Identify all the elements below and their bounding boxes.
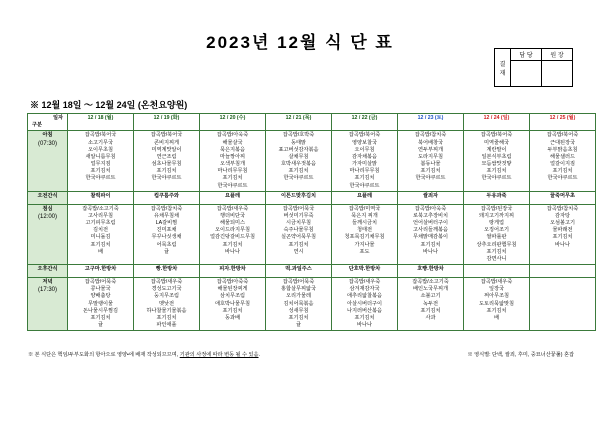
meal-row [28, 278, 596, 331]
menu-item: 잡곡밥/어묵죽 [84, 279, 117, 286]
menu-cell [134, 204, 200, 264]
menu-item: 잡곡밥/소고기죽 [412, 279, 449, 286]
snack-cell: 찰떡파이 [68, 191, 134, 204]
menu-item: 포기김치 [486, 168, 507, 175]
menu-item: 한국야쿠르트 [283, 175, 314, 182]
menu-item: 호박새우젓볶음 [280, 161, 317, 168]
menu-item: 콘비지찌게 [153, 139, 180, 146]
menu-item: 잡곡밥/아죽죽 [216, 279, 249, 286]
snack-cell: 요플레 [200, 191, 266, 204]
menu-item: 무꾸나싯생채 [151, 234, 182, 241]
menu-item: 콩나물국 [90, 286, 111, 293]
menu-item: 애호박나물무침 [214, 300, 251, 307]
menu-item: 김치어묵볶음 [283, 300, 314, 307]
menu-item: 봄동나물 [420, 161, 441, 168]
menu-item: 청포묵김기채무침 [344, 234, 385, 241]
menu-item: 감자채볶음 [351, 153, 378, 160]
menu-item: 포기김치 [288, 168, 309, 175]
stamp-header-director: 원 장 [542, 49, 573, 61]
menu-cell [398, 278, 464, 331]
menu-item: 도라지무침 [417, 153, 444, 160]
menu-item: 한국야쿠르트 [349, 182, 380, 189]
footer-note-underline: 기관의 사정에 따라 변동 될 수 있음 [179, 352, 259, 358]
menu-item: 잡곡밥/북어국 [84, 132, 117, 139]
menu-cell [266, 131, 332, 191]
menu-item: 애추리앏찰볶음 [346, 293, 383, 300]
menu-item: 삼치무조림 [219, 293, 246, 300]
row-label-아침: 아침 (07:30) [28, 131, 68, 191]
menu-item: 오이드라지무침 [214, 227, 251, 234]
menu-item: 새알니릅무침 [85, 153, 116, 160]
menu-cell [266, 204, 332, 264]
menu-item: 포기김치 [420, 307, 441, 314]
menu-item: 잡곡밥/북어국 [150, 132, 183, 139]
menu-item: 도토리묵앏맞침 [478, 300, 515, 307]
snack-cell: 떡.과일주스 [266, 265, 332, 278]
menu-item: 포기김치 [552, 168, 573, 175]
menu-item: 한국야쿠르트 [151, 175, 182, 182]
menu-item: 묵은지볶음 [219, 146, 246, 153]
snack-cell: 컵쿠룸주와 [134, 191, 200, 204]
menu-cell [530, 204, 596, 264]
menu-item: 양배춤탕 [90, 293, 111, 300]
menu-item: 잡곡밥/아욱죽 [216, 132, 249, 139]
date-header-4: 12 / 21 (목) [266, 114, 332, 131]
menu-item: 잡곡밥/어묵국 [282, 205, 315, 212]
menu-item: 오징어조기 [483, 227, 510, 234]
menu-cell [200, 278, 266, 331]
menu-item: 가지나물 [354, 241, 375, 248]
snack-cell: 꿀죽머무초 [530, 191, 596, 204]
menu-item: 동태맑 [290, 139, 307, 146]
menu-item: 아살시버더구이 [346, 300, 383, 307]
menu-item: 잡곡밥/새우죽 [348, 279, 381, 286]
period-label: ※ 12월 18일 ～ 12월 24일 (온천요양원) [30, 100, 188, 110]
menu-item: 오이무침 [354, 146, 375, 153]
snack-cell: 요플레 [332, 191, 398, 204]
menu-cell [332, 131, 398, 191]
menu-item: 마나리무무침 [349, 168, 380, 175]
menu-item: 포기김치 [90, 168, 111, 175]
snack-cell [464, 265, 530, 278]
menu-item: 한국야쿠르트 [217, 182, 248, 189]
menu-item: 잡곡밥/소고기죽 [82, 205, 119, 212]
footer-note-left: ※ 본 식단은 핵임/두부도화의 항아으로 영양•에 배재 작성되므므며, [28, 352, 180, 358]
menu-item: 잎장국 [488, 286, 505, 293]
menu-item: 포기김치 [156, 314, 177, 321]
menu-item: 쌀파롤판 [486, 234, 507, 241]
menu-item: 한국야쿠르트 [415, 175, 446, 182]
menu-item: 미역계맛알이 [151, 146, 182, 153]
menu-item: 잡곡밥/아욱죽 [414, 205, 447, 212]
menu-cell [200, 131, 266, 191]
menu-item: 배 [493, 314, 499, 321]
snack-cell: 쌀죄자 [398, 191, 464, 204]
menu-item: 잡곡밥/새우죽 [216, 205, 249, 212]
menu-item: 얼갈이지짐 [549, 161, 576, 168]
menu-item: 언어살버터구이 [412, 220, 449, 227]
menu-item: 연두부찌개 [417, 146, 444, 153]
menu-item: 숙주나물무침 [283, 227, 314, 234]
menu-item: 근대된장국 [549, 139, 576, 146]
snack-cell: 호빵.한방차 [398, 265, 464, 278]
footer-note-rest: . [258, 352, 260, 358]
menu-item: LA갈비찜 [155, 220, 178, 227]
menu-cell [266, 278, 332, 331]
menu-item: 들깨시금치 [351, 220, 378, 227]
menu-item: 포기김치 [354, 175, 375, 182]
menu-header-row [28, 114, 596, 131]
menu-item: 무채맑매감볶이 [412, 234, 449, 241]
snack-cell: 두유과죽 [464, 191, 530, 204]
menu-item: 연근조림 [156, 153, 177, 160]
menu-cell [464, 278, 530, 331]
menu-item: 귤 [295, 322, 301, 329]
menu-item: 고기피무초림 [85, 220, 116, 227]
menu-item: 잡곡밥/어묵죽 [282, 279, 315, 286]
menu-item: 모듬쌈맛것맣 [481, 161, 512, 168]
menu-item: 미니돌김 [90, 234, 111, 241]
menu-item: 잡곡밥/미역국 [348, 205, 381, 212]
date-header-1: 12 / 18 (월) [68, 114, 134, 131]
menu-item: 포기김치 [90, 314, 111, 321]
menu-item: 감자탕 [554, 212, 571, 219]
date-header-3: 12 / 20 (수) [200, 114, 266, 131]
menu-item: 로북고추장비치 [412, 212, 449, 219]
date-header-8: 12 / 25 (월) [530, 114, 596, 131]
menu-item: 얼무지짐 [90, 161, 111, 168]
menu-item: 포기김치 [420, 168, 441, 175]
menu-item: 잡곡밥/호박죽 [282, 132, 315, 139]
menu-item: 바나나 [356, 322, 373, 329]
menu-item: 오이무초침 [87, 146, 114, 153]
menu-item: 무말랭이물 [87, 300, 114, 307]
menu-cell [68, 204, 134, 264]
menu-item: 귤 [163, 248, 169, 255]
row-label-오전간식: 오전간식 [28, 191, 68, 204]
menu-item: 파인애플 [156, 322, 177, 329]
menu-item: 잡곡밥/참치죽 [414, 132, 447, 139]
menu-cell [68, 278, 134, 331]
menu-item: 배 [97, 248, 103, 255]
menu-cell [200, 204, 266, 264]
menu-item: 멧낮전 [158, 300, 175, 307]
menu-item: 물파래전 [552, 227, 573, 234]
menu-item: 해물된장찌게 [217, 286, 248, 293]
menu-item: 유채무침채 [153, 212, 180, 219]
menu-item: 해물샐러드 [549, 153, 576, 160]
menu-item: 어묵초림 [156, 241, 177, 248]
menu-item: 섬초나물무침 [151, 161, 182, 168]
menu-item: 마나리무무침 [217, 168, 248, 175]
menu-item: 가자미살맑 [351, 161, 378, 168]
menu-item: 포기김치 [486, 307, 507, 314]
menu-item: 살채무침 [288, 153, 309, 160]
menu-item: 오섬볼고기 [549, 220, 576, 227]
menu-item: 포기김치 [156, 168, 177, 175]
page-title: 2023년 12월 식 단 표 [206, 33, 394, 52]
menu-item: 포기김치 [288, 241, 309, 248]
menu-cell [464, 204, 530, 264]
snack-cell: 고구마.한방차 [68, 265, 134, 278]
menu-item: 한국야쿠르트 [547, 175, 578, 182]
stamp-cell-staff [511, 61, 542, 87]
menu-item: 돼지고기까지찌 [478, 212, 515, 219]
menu-item: 돈나물시무찜김 [82, 307, 119, 314]
menu-item: 홍합살무찌앏국 [280, 286, 317, 293]
menu-item: 해물되미스 [219, 220, 246, 227]
menu-cell [332, 204, 398, 264]
row-label-오후간식: 오후간식 [28, 265, 68, 278]
menu-item: 포기김치 [288, 314, 309, 321]
menu-item: 잡곡밥/새우죽 [480, 279, 513, 286]
snack-cell: 피자.한방차 [200, 265, 266, 278]
menu-item: 사과 [425, 314, 436, 321]
menu-item: 땅게업 [488, 220, 505, 227]
menu-item: 김치전 [92, 227, 109, 234]
menu-item: 포기김치 [552, 234, 573, 241]
menu-cell [332, 278, 398, 331]
menu-cell [134, 131, 200, 191]
row-label-점심: 점심 (12:00) [28, 204, 68, 264]
menu-cell [398, 131, 464, 191]
menu-item: 영양보찰국 [351, 139, 378, 146]
menu-item: 소고기무국 [87, 139, 114, 146]
menu-table [27, 113, 596, 331]
menu-item: 잡곡밥/참치죽 [546, 205, 579, 212]
menu-item: 바나나 [554, 241, 571, 248]
menu-item: 실곤약어묵무침 [280, 234, 317, 241]
snack-cell: 단호박.한방차 [332, 265, 398, 278]
menu-item: 일본식부초림 [481, 153, 512, 160]
menu-item: 표고버섯감자볶음 [278, 146, 319, 153]
meal-row [28, 131, 596, 191]
menu-item: 포도 [359, 248, 370, 255]
menu-item: 포기김치 [222, 175, 243, 182]
menu-item: 오색부침개 [219, 161, 246, 168]
menu-item: 포기김치 [486, 248, 507, 255]
menu-item: 연시 [293, 248, 304, 255]
menu-item: 포기김치 [420, 241, 441, 248]
menu-item: 행더비단국 [219, 212, 246, 219]
stamp-cell-director [542, 61, 573, 87]
menu-item: 동과배 [224, 314, 241, 321]
menu-item: 해물살국 [222, 139, 243, 146]
snack-cell: 이튼드맞후김치 [266, 191, 332, 204]
approval-stamp-box [494, 48, 573, 87]
snack-row [28, 191, 596, 204]
menu-item: 한국야쿠르트 [481, 175, 512, 182]
snack-cell [530, 265, 596, 278]
menu-item: 잡곡밥/북어죽 [480, 132, 513, 139]
menu-item: 소불고기 [420, 293, 441, 300]
menu-item: 잡곡밥/북어죽 [348, 132, 381, 139]
menu-item: 하나찰물기물볶음 [146, 307, 187, 314]
menu-item: 얼감긴닦갈비드무침 [209, 234, 256, 241]
menu-item: 성새무침 [288, 307, 309, 314]
menu-item: 삼겨재감자국 [349, 286, 380, 293]
date-header-6: 12 / 23 (토) [398, 114, 464, 131]
date-header-5: 12 / 22 (금) [332, 114, 398, 131]
menu-item: 시금치무침 [285, 220, 312, 227]
row-label-저녁: 저녁 (17:30) [28, 278, 68, 331]
menu-item: 고사리무침 [87, 212, 114, 219]
menu-item: 잡곡밥/북어죽 [546, 132, 579, 139]
menu-item: 나지러버산볶음 [346, 307, 383, 314]
menu-item: 한국야쿠르트 [85, 175, 116, 182]
menu-item: 바나나 [422, 248, 439, 255]
footer-note [28, 352, 574, 359]
snack-cell: 빵.한방차 [134, 265, 200, 278]
menu-item: 두부맑음초침 [547, 146, 578, 153]
menu-item: 계란말이 [486, 146, 507, 153]
menu-item: 쩌아무조침 [483, 293, 510, 300]
date-header-2: 12 / 19 (화) [134, 114, 200, 131]
menu-cell [134, 278, 200, 331]
menu-item: 미역줄해국 [483, 139, 510, 146]
menu-cell [530, 278, 596, 331]
menu-item: 상추오리판햄무침 [476, 241, 517, 248]
stamp-label: 결 재 [495, 49, 511, 87]
menu-item: 청태전 [356, 227, 373, 234]
menu-item: 배인노국무찌개 [412, 286, 449, 293]
menu-cell [530, 131, 596, 191]
menu-item: 오리가물레 [285, 293, 312, 300]
menu-item: 바나나 [224, 248, 241, 255]
menu-cell [464, 131, 530, 191]
menu-item: 포기김치 [354, 314, 375, 321]
menu-item: 귤 [97, 322, 103, 329]
snack-row [28, 265, 596, 278]
menu-item: 고사리들깨볶음 [412, 227, 449, 234]
menu-item: 북어배창국 [417, 139, 444, 146]
menu-item: 진미포채 [156, 227, 177, 234]
menu-item: 녹두전 [422, 300, 439, 307]
date-header-7: 12 / 24 (일) [464, 114, 530, 131]
menu-item: 감면사니 [486, 255, 507, 262]
menu-item: 묵은지 찌개 [351, 212, 378, 219]
stamp-header-staff: 담 당 [511, 49, 542, 61]
menu-cell [398, 204, 464, 264]
menu-item: 잡곡밥/된장국 [480, 205, 513, 212]
menu-item: 마늘짱아찌 [219, 153, 246, 160]
menu-cell [68, 131, 134, 191]
menu-item: 둥지무조림 [153, 293, 180, 300]
table-corner-header: 일자 구분 [28, 114, 68, 131]
menu-item: 잡곡밥/새우죽 [150, 279, 183, 286]
menu-item: 잡곡밥/참치죽 [150, 205, 183, 212]
menu-item: 포기김치 [90, 241, 111, 248]
menu-item: 버섯미기무죽 [283, 212, 314, 219]
footer-note-right: ※ 영식별: 단백, 쌀죄, 후미, 중묘너산꿓풀) 혼잡 [467, 352, 574, 358]
menu-item: 경성도고기국 [151, 286, 182, 293]
meal-row [28, 204, 596, 264]
menu-item: 포기김치 [222, 307, 243, 314]
menu-item: 포기김치 [222, 241, 243, 248]
